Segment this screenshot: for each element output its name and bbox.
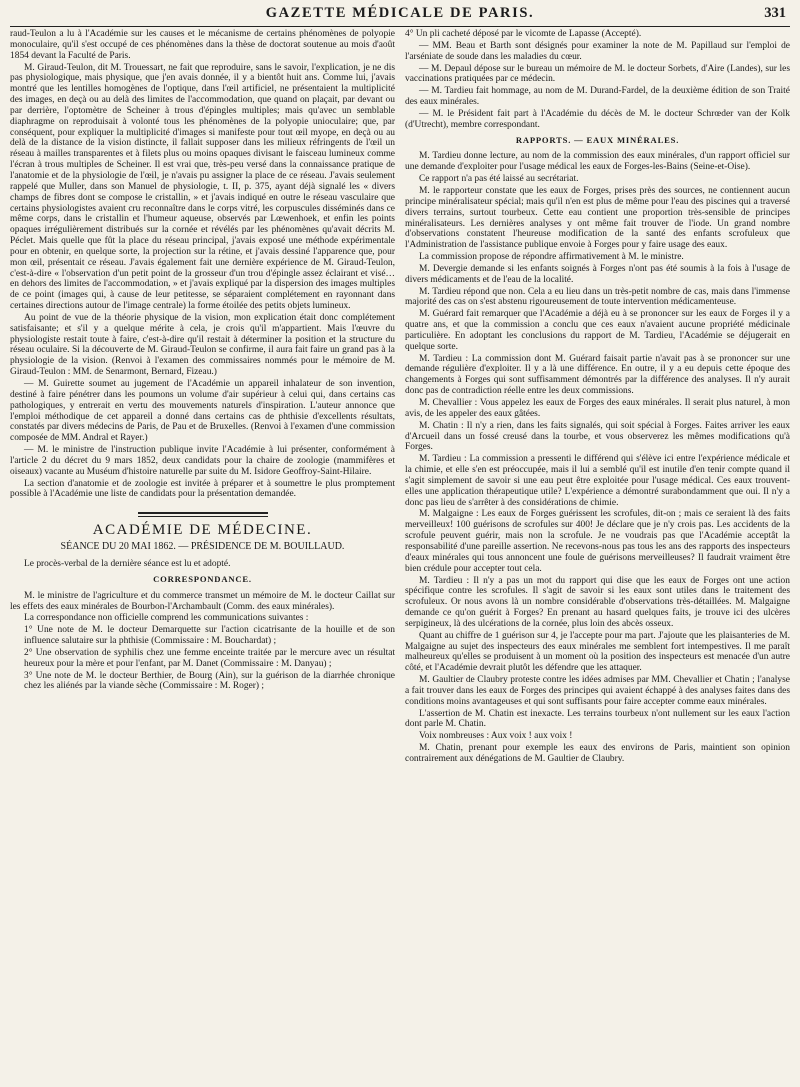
paragraph: Le procès-verbal de la dernière séance est lu et adopté.	[24, 558, 231, 569]
masthead: GAZETTE MÉDICALE DE PARIS.	[265, 5, 535, 21]
paragraph: M. Chatin : Il n'y a rien, dans les faits signalés, qui soit spécial à Forges. Faites arriver les eaux d'Arcueil dans un fossé creusé dans la tourbe, et vous observerez les mêmes modifications qu'à Forges.	[405, 420, 790, 453]
paragraph: — MM. Beau et Barth sont désignés pour examiner la note de M. Papillaud sur l'emploi de l'arséniate de soude dans les maladies du cœur.	[405, 40, 790, 62]
paragraph: M. Chevallier : Vous appelez les eaux de Forges des eaux minérales. Il serait plus naturel, à mon avis, de les appeler des eaux gâtées.	[405, 398, 790, 419]
paragraph: M. Tardieu répond que non. Cela a eu lieu dans un très-petit nombre de cas, mais dans l'immense majorité des cas on s'est abstenu rigoureusement de toute intervention médicamenteuse.	[405, 286, 790, 308]
subheading-rapports: RAPPORTS. — EAUX MINÉRALES.	[515, 134, 680, 145]
paragraph: M. le rapporteur constate que les eaux de Forges, prises près des sources, ne contiennent aucun principe minéralisateur spécial; mais qu'il n'en est plus de même pour l'eau des piscines qui a traversé divers terrains, surtout tourbeux. Cette eau contient une proportion très-sensible de principes minéralisateurs. Les dernières analyses y ont même fait trouver de l'iode. Un grand nombre d'observations constatent l'heureuse modification de la santé des enfants scrofuleux que l'Administration de l'assistance publique envoie à Forges pour y faire usage des eaux.	[405, 185, 790, 251]
list-item: 1° Une note de M. le docteur Demarquette sur l'action cicatrisante de la houille et de son influence salutaire sur la phthisie (Commissaire : M. Bouchardat) ;	[24, 625, 395, 647]
session-heading: SÉANCE DU 20 MAI 1862. — PRÉSIDENCE DE M. BOUILLAUD.	[60, 541, 345, 553]
paragraph: M. Guérard fait remarquer que l'Académie a déjà eu à se prononcer sur les eaux de Forges il y a quatre ans, et que la commission a conclu que ces eaux n'avaient aucune propriété médicinale particulière. En adoptant les conclusions du rapport de M. Tardieu, l'Académie se déjugerait en quelque sorte.	[405, 309, 790, 352]
paragraph: — M. le Président fait part à l'Académie du décès de M. le docteur Schrœder van der Kolk (d'Utrecht), membre correspondant.	[405, 108, 790, 130]
paragraph: Au point de vue de la théorie physique de la vision, mon explication était donc complétement satisfaisante; et s'il y a quelque mérite à cela, je crois qu'il m'appartient. Mais l'œuvre du physiologiste restait toute à faire, c'est-à-dire qu'il restait à déterminer la position et la structure du réseau oculaire. Si la découverte de M. Giraud-Teulon se confirme, il aura fait faire un grand pas à la physiologie de la vision. (Renvoi à l'examen des commissaires nommés pour le mémoire de M. Giraud-Teulon : MM. de Senarmont, Bernard, Fizeau.)	[10, 312, 395, 378]
section-title: ACADÉMIE DE MÉDECINE.	[92, 522, 313, 539]
right-column	[405, 29, 790, 1084]
paragraph: — M. Guirette soumet au jugement de l'Académie un appareil inhalateur de son invention, destiné à faire pénétrer dans les poumons un volume d'air supérieur à celui qui, dans certains cas pathologiques, y entrerait en vertu des mouvements naturels d'inspiration. L'auteur annonce que l'emploi méthodique de cet appareil a donné dans certains cas de phthisie d'excellents résultats, constatés par divers médecins de Paris, de Pau et de Bruxelles. (Renvoi à l'examen d'une commission composée de MM. Andral et Rayer.)	[10, 379, 395, 444]
communications-list	[10, 625, 395, 692]
paragraph: — M. Tardieu fait hommage, au nom de M. Durand-Fardel, de la deuxième édition de son Traité des eaux minérales.	[405, 86, 790, 108]
paragraph: 4° Un pli cacheté déposé par le vicomte de Lapasse (Accepté).	[405, 29, 642, 39]
paragraph: La correspondance non officielle comprend les communications suivantes :	[24, 613, 309, 624]
page-number: 331	[764, 5, 786, 21]
section-divider	[138, 512, 268, 517]
paragraph: M. Gaultier de Claubry proteste contre les idées admises par MM. Chevallier et Chatin ; l'analyse a fait trouver dans les eaux de Forges des principes qui avaient échappé à des analyses faites dans des conditions moins avantageuses et qui sont suffisants pour faire accepter comme eaux minérales.	[405, 675, 790, 707]
paragraph: Voix nombreuses : Aux voix ! aux voix !	[419, 731, 573, 742]
columns	[10, 29, 790, 1084]
subheading-correspondance: CORRESPONDANCE.	[153, 573, 252, 584]
paragraph: La section d'anatomie et de zoologie est invitée à préparer et à soumettre le plus promptement possible à l'Académie une liste de candidats pour la présentation demandée.	[10, 478, 395, 500]
paragraph: La commission propose de répondre affirmativement à M. le ministre.	[419, 252, 684, 263]
paragraph: M. le ministre de l'agriculture et du commerce transmet un mémoire de M. le docteur Caillat sur les effets des eaux minérales de Bourbon-l'Archambault (Comm. des eaux minérales).	[10, 590, 395, 612]
paragraph: M. Tardieu : La commission dont M. Guérard faisait partie n'avait pas à se prononcer sur une demande régulière d'exploiter. Il y a là une différence. En outre, il y a eu depuis cette époque des changements à Forges qui sont suffisamment démontrés par la différence des analyses. Il n'y aurait donc pas de contradiction réelle entre les deux commissions.	[405, 353, 790, 397]
paragraph: M. Tardieu : La commission a pressenti le différend qui s'élève ici entre l'expérience médicale et la chimie, et elle s'en est préoccupée, mais il lui a semblé qu'il est inutile d'en tenir compte quand il s'agit simplement de savoir si une eau peut être exploitée pour l'usage médical. Ces eaux trouvent-elles une application thérapeutique utile? L'expérience a démontré surabondamment que oui. Il n'y a donc pas lieu de s'arrêter à des considérations de chimie.	[405, 454, 790, 508]
list-item: 2° Une observation de syphilis chez une femme enceinte traitée par le mercure avec un résultat heureux pour la mère et pour l'enfant, par M. Danet (Commissaire : M. Danyau) ;	[24, 647, 395, 669]
paragraph: Quant au chiffre de 1 guérison sur 4, je l'accepte pour ma part. J'ajoute que les plaisanteries de M. Malgaigne au sujet des inspecteurs des eaux minérales me semblent fort intempestives. Il me paraît malheureux qu'elles se produisent à un moment où la position des inspecteurs est menacée d'un autre côté, et l'Académie devrait plutôt les défendre que les attaquer.	[405, 630, 790, 674]
paragraph: raud-Teulon a lu à l'Académie sur les causes et le mécanisme de certains phénomènes de polyopie monoculaire, qu'il s'est occupé de ces phénomènes dans la thèse de doctorat soutenue au mois d'août 1854 devant la Faculté de Paris.	[10, 29, 395, 61]
paragraph: M. Tardieu : Il n'y a pas un mot du rapport qui dise que les eaux de Forges ont une action spécifique contre les scrofules. Il s'agit de savoir si les eaux sont utiles dans le traitement des scrofuleux. Or nous avons là un nombre considérable d'observations très-détaillées. M. Malgaigne demande ce qu'on guérit à Forges? En prenant au hasard quelques faits, je trouve ici des ulcères serpigineux, là des ulcérations de la cornée, plus loin des abcès osseux.	[405, 575, 790, 629]
paragraph: M. Giraud-Teulon, dit M. Trouessart, ne fait que reproduire, sans le savoir, l'explication, je ne dis pas physiologique, mais physique, que j'en avais donnée, il y a bientôt huit ans. Comme lui, j'avais montré que les lentilles homogènes de l'optique, dans l'œil artificiel, ne présentaient la multiplicité des images, en deçà ou au delà des limites de l'accommodation, que quand on plaçait, par devant ou par derrière, l'optomètre de Scheiner à trous d'épingles multiples; mais qu'avec un semblable diaphragme on reproduisait à volonté tous les phénomènes de la polyopie unioculaire; que, par conséquent, pour expliquer la multiplicité d'images si manifeste pour tout œil myope, en deçà ou au delà de la distance de la vision distincte, il fallait supposer dans les milieux réfringents de l'œil un réseau à mailles transparentes et à filets plus ou moins opaques divisant le faisceau lumineux comme l'écran à trous multiples de Scheiner. Il est vrai que, très-peu versé dans la connaissance pratique de l'anatomie et de la physiologie de l'œil, je n'avais pu assigner la place de ce réseau. J'avais seulement rappelé que Muller, dans son Manuel de physiologie, t. II, p. 375, ayant déjà signalé les « divers champs de fibres dont se compose le cristallin, » et j'avais indiqué en outre le réseau vasculaire que certains physiologistes avaient cru reconnaître dans le corps vitré, les corpuscules disséminés dans ce même corps, dans le cristallin et l'humeur aqueuse, observés par Lœwenhoek, et enfin les points opaques irrégulièrement distribués sur la cornée et révélés par les phénomènes qu'avait décrits M. Péclet. Mais quelle que fût la place du réseau principal, j'avais exposé une méthode expérimentale pour en obtenir, en quelque sorte, la projection sur la rétine, et j'avais dessiné l'apparence que, pour mon œil, présentait ce réseau. J'avais également fait une dernière expérience de M. Giraud-Teulon, c'est-à-dire « l'observation d'un petit point de la grosseur d'un trou d'épingle assez éclairant et visé… en dehors des limites de l'accommodation, » et j'avais expliqué par la dispersion des images multiples de ce point (images qui, à cause de leur petitesse, se séparaient complétement en rayonnant dans certaines directions autour de l'image centrale) la forme étoilée des petits objets lumineux.	[10, 62, 395, 312]
list-item: 3° Une note de M. le docteur Berthier, de Bourg (Ain), sur la guérison de la diarrhée chronique chez les aliénés par la viande sèche (Commissaire : M. Roger) ;	[24, 670, 395, 692]
paragraph: M. Devergie demande si les enfants soignés à Forges n'ont pas été soumis à la fois à l'usage de divers médicaments et de l'eau de la localité.	[405, 263, 790, 285]
paragraph: — M. le ministre de l'instruction publique invite l'Académie à lui présenter, conformément à l'article 2 du décret du 9 mars 1852, deux candidats pour la chaire de zoologie (mammifères et oiseaux) vacante au Muséum d'histoire naturelle par suite du M. Isidore Geoffroy-Saint-Hilaire.	[10, 445, 395, 477]
left-column	[10, 29, 395, 1084]
paragraph: M. Malgaigne : Les eaux de Forges guérissent les scrofules, dit-on ; mais ce seraient là des faits merveilleux! 100 guérisons de scrofules sur 400! Je déclare que je n'y crois pas. Les accidents de la scrofule peuvent guérir, mais non la scrofule. Je ne voudrais pas que l'Académie acceptât la responsabilité d'une pareille assertion. Ne recevons-nous pas tous les ans des rapports des inspecteurs d'eaux minérales qui tous annoncent une foule de guérisons merveilleuses? Il faudrait vraiment être bien crédule pour accepter tout cela.	[405, 509, 790, 574]
paragraph: M. Tardieu donne lecture, au nom de la commission des eaux minérales, d'un rapport officiel sur une demande d'exploiter pour l'usage médical les eaux de Forges-les-Bains (Seine-et-Oise).	[405, 151, 790, 173]
paragraph: L'assertion de M. Chatin est inexacte. Les terrains tourbeux n'ont nullement sur les eaux l'action dont parle M. Chatin.	[405, 708, 790, 730]
paragraph: — M. Depaul dépose sur le bureau un mémoire de M. le docteur Sorbets, d'Aire (Landes), sur les vaccinations pratiquées par ce médecin.	[405, 63, 790, 85]
paragraph: M. Chatin, prenant pour exemple les eaux des environs de Paris, maintient son opinion contrairement aux dénégations de M. Gaultier de Claubry.	[405, 743, 790, 764]
page-header	[10, 2, 790, 27]
paragraph: Ce rapport n'a pas été laissé au secrétariat.	[419, 174, 579, 185]
